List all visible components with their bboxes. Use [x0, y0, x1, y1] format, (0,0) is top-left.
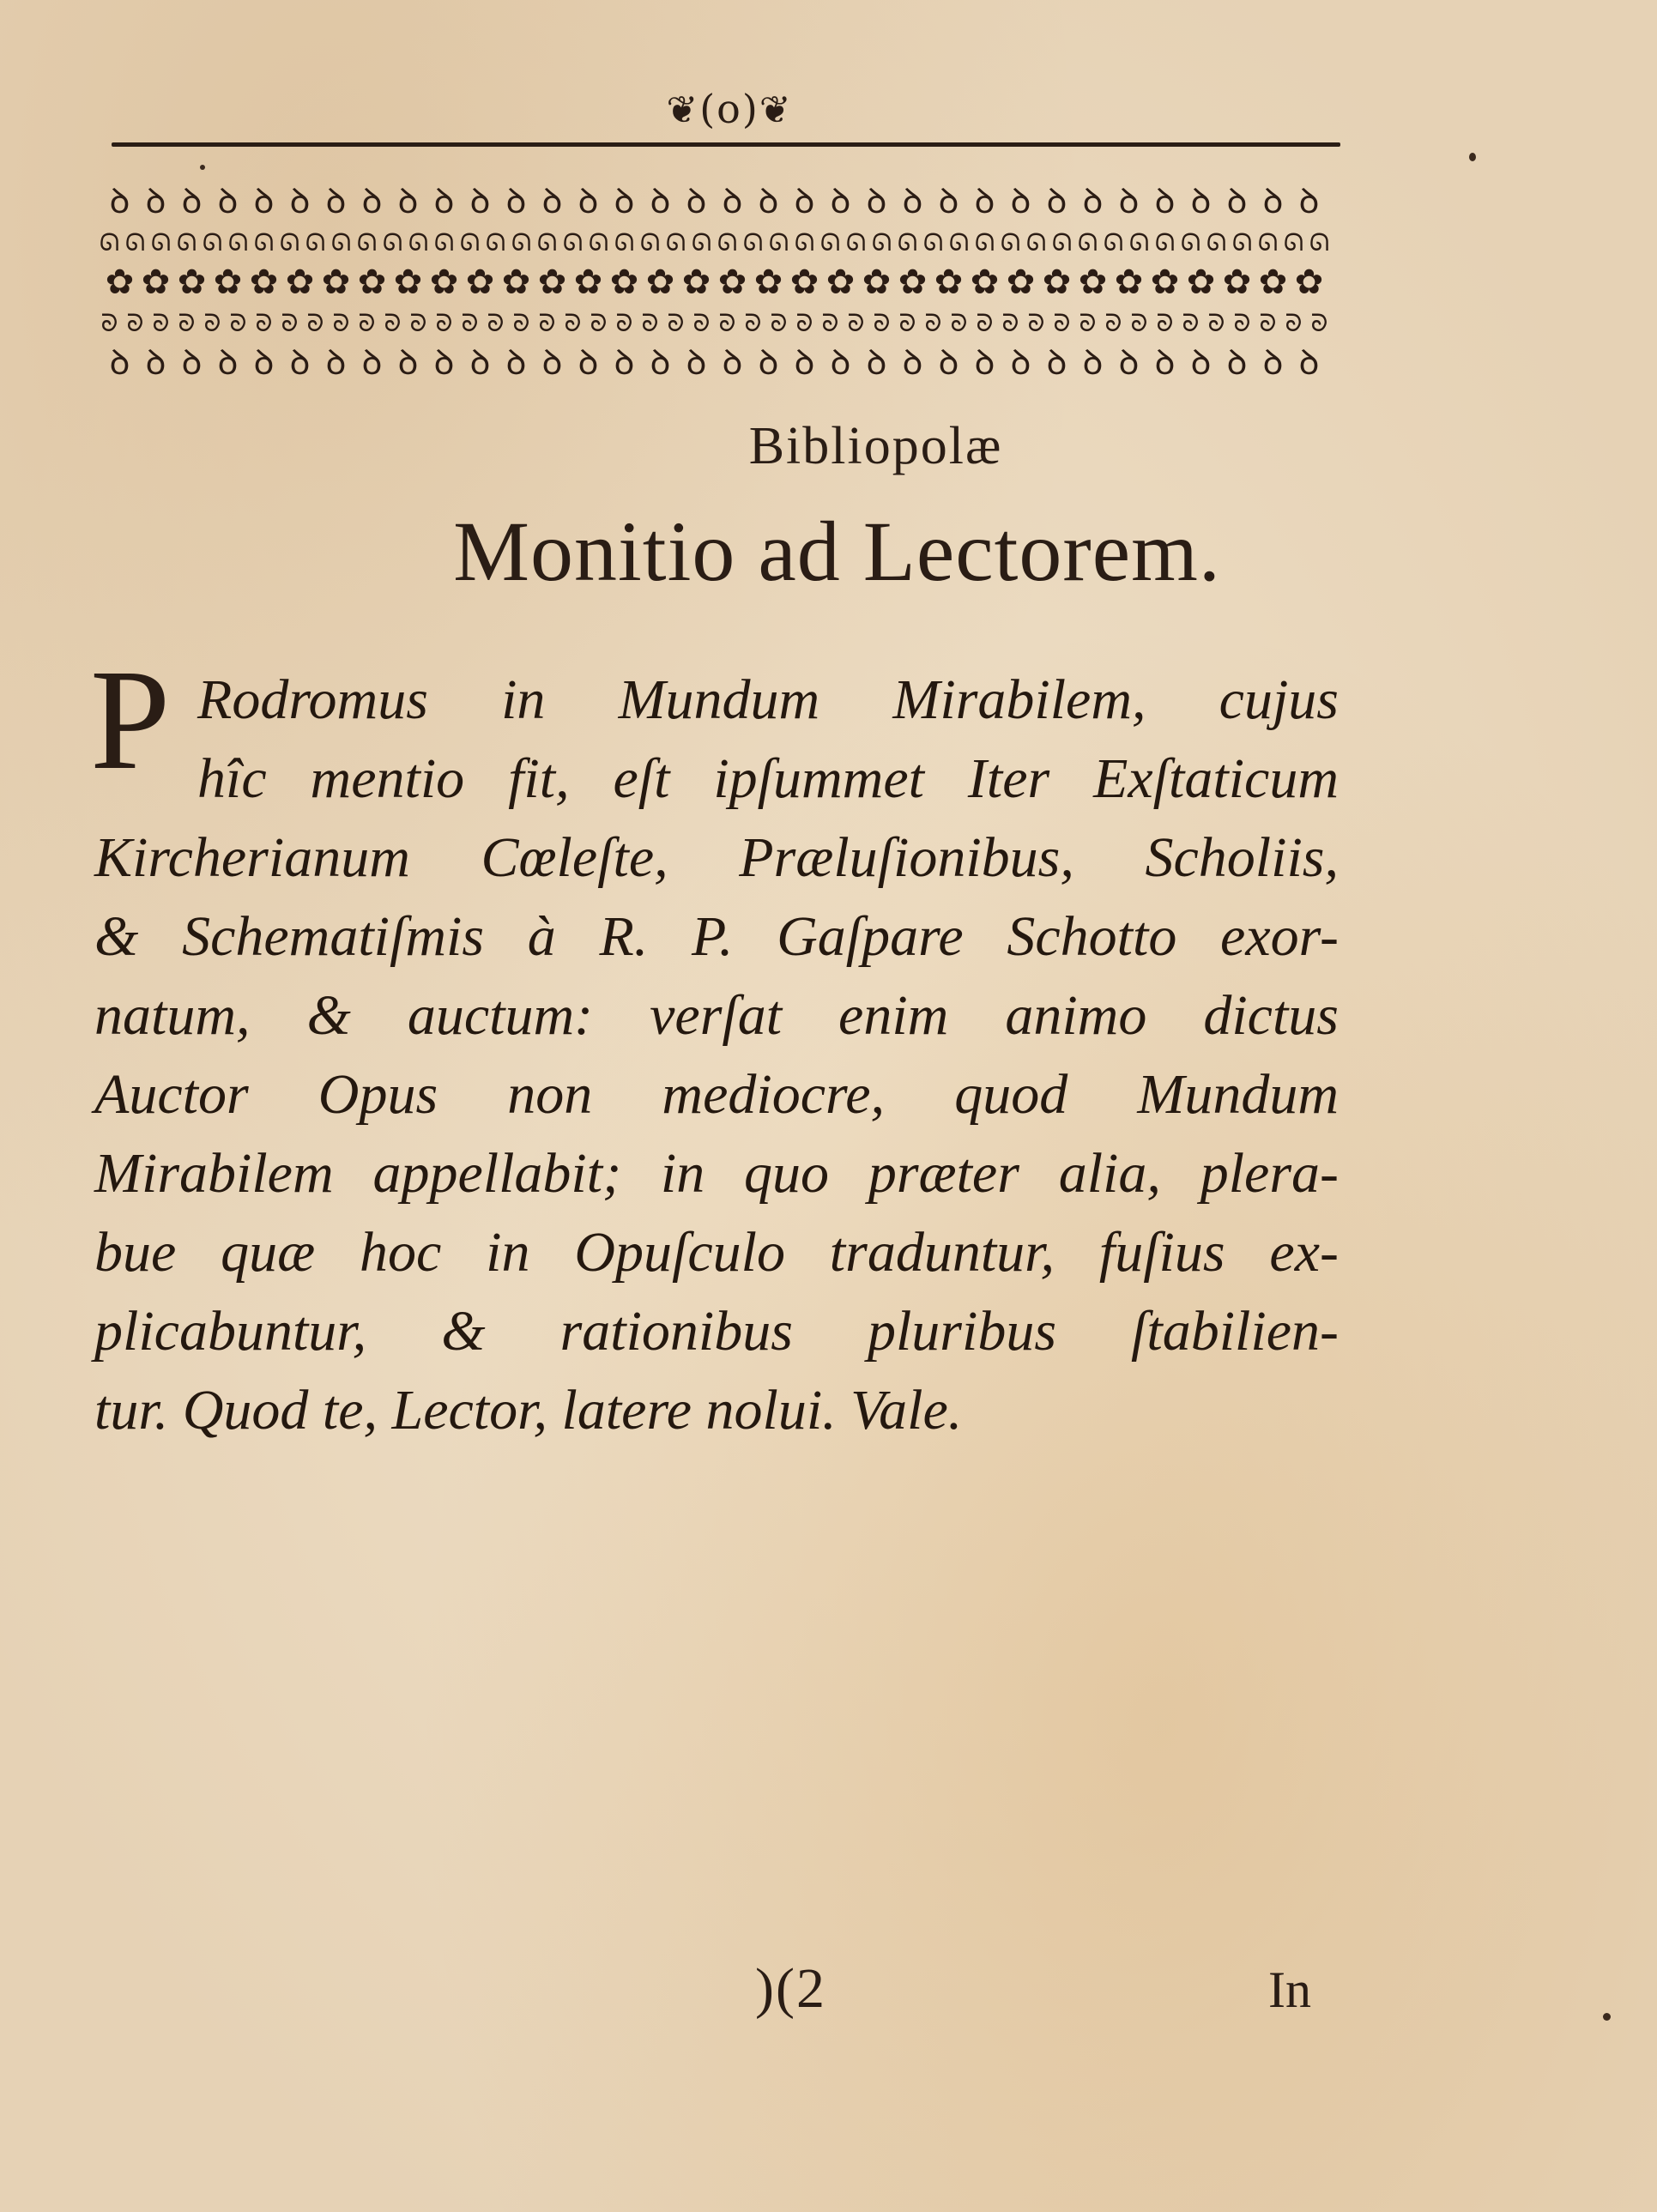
- ornament-unit-icon: ᘏ: [408, 228, 429, 257]
- ornament-unit-icon: ꝺ: [1190, 343, 1212, 383]
- ornament-unit-icon: ꝺ: [722, 343, 743, 383]
- ornament-unit-icon: ᘏ: [433, 228, 455, 257]
- ornament-unit-icon: ᘏ: [614, 228, 635, 257]
- ornament-unit-icon: ✿: [970, 263, 1000, 302]
- ornament-unit-icon: ꝺ: [469, 343, 491, 383]
- ornament-unit-icon: ꝺ: [866, 343, 887, 383]
- ornament-unit-icon: ᘏ: [1231, 228, 1253, 257]
- ornament-unit-icon: ꝺ: [325, 182, 347, 221]
- ornament-unit-icon: ✿: [789, 263, 819, 302]
- ornament-unit-icon: ᘏ: [1025, 228, 1047, 257]
- ornament-unit-icon: ᘏ: [1103, 228, 1124, 257]
- ornament-unit-icon: ᘐ: [667, 309, 685, 337]
- fleuron-icon: ❦: [666, 88, 700, 132]
- ornament-unit-icon: ꝺ: [578, 343, 599, 383]
- ornament-unit-icon: ꝺ: [1010, 182, 1031, 221]
- ornament-unit-icon: ᘏ: [176, 228, 197, 257]
- ornament-unit-icon: ꝺ: [433, 343, 455, 383]
- ornament-unit-icon: ꝺ: [109, 343, 130, 383]
- ornament-unit-icon: ᘏ: [691, 228, 712, 257]
- ornament-unit-icon: ꝺ: [1190, 182, 1212, 221]
- ornament-unit-icon: ᘐ: [1310, 309, 1328, 337]
- ornament-unit-icon: ᘐ: [1104, 309, 1122, 337]
- ornament-unit-icon: ꝺ: [1262, 343, 1284, 383]
- ornament-unit-icon: ꝺ: [145, 182, 166, 221]
- ornament-unit-icon: ᘐ: [1182, 309, 1200, 337]
- ornament-unit-icon: ✿: [429, 263, 459, 302]
- ornament-unit-icon: ᘐ: [409, 309, 427, 337]
- ornament-unit-icon: ᘏ: [948, 228, 970, 257]
- ornament-unit-icon: ꝺ: [614, 182, 635, 221]
- ornament-unit-icon: ᘏ: [305, 228, 326, 257]
- ornament-unit-icon: ꝺ: [686, 182, 707, 221]
- ornament-unit-icon: ᘐ: [692, 309, 711, 337]
- ornament-unit-icon: ꝺ: [361, 182, 383, 221]
- ornament-unit-icon: ᘐ: [873, 309, 891, 337]
- ornament-unit-icon: ꝺ: [1118, 182, 1140, 221]
- text-line: & Schematiſmis à R. P. Gaſpare Schotto exor-: [94, 905, 1339, 968]
- ornament-unit-icon: ᘏ: [768, 228, 789, 257]
- ornament-unit-icon: ᘏ: [1206, 228, 1227, 257]
- ornament-unit-icon: ᘐ: [512, 309, 530, 337]
- ornament-unit-icon: ꝺ: [578, 182, 599, 221]
- ornament-row-3: [90, 263, 1339, 303]
- ornament-unit-icon: ✿: [501, 263, 531, 302]
- ornament-unit-icon: ᘏ: [794, 228, 815, 257]
- ornament-unit-icon: ꝺ: [794, 182, 815, 221]
- ornament-unit-icon: ᘐ: [770, 309, 788, 337]
- text-line: tur. Quod te, Lector, latere nolui. Vale.: [94, 1379, 963, 1441]
- ornament-unit-icon: ᘐ: [178, 309, 196, 337]
- ornament-unit-icon: ꝺ: [650, 343, 671, 383]
- ornament-unit-icon: ꝺ: [614, 343, 635, 383]
- ornament-unit-icon: ꝺ: [1262, 182, 1284, 221]
- text-line: bue quæ hoc in Opuſculo traduntur, fuſius ex-: [94, 1221, 1339, 1284]
- ornament-unit-icon: ᘐ: [615, 309, 633, 337]
- ornament-unit-icon: ✿: [1078, 263, 1108, 302]
- ornament-unit-icon: ᘐ: [332, 309, 350, 337]
- ornament-unit-icon: ᘐ: [487, 309, 505, 337]
- ornament-unit-icon: ꝺ: [686, 343, 707, 383]
- ornament-unit-icon: ✿: [753, 263, 783, 302]
- ornament-unit-icon: ꝺ: [361, 343, 383, 383]
- ornament-unit-icon: ꝺ: [722, 182, 743, 221]
- ornament-unit-icon: ꝺ: [902, 182, 923, 221]
- ornament-unit-icon: ✿: [1006, 263, 1036, 302]
- ornament-unit-icon: ✿: [393, 263, 423, 302]
- subtitle: Bibliopolæ: [748, 417, 1003, 475]
- ornament-unit-icon: ꝺ: [974, 343, 995, 383]
- ornament-unit-icon: ꝺ: [830, 182, 851, 221]
- paper-speck: [1469, 153, 1476, 161]
- ornament-unit-icon: ᘐ: [281, 309, 299, 337]
- ornament-unit-icon: ꝺ: [1046, 182, 1067, 221]
- ornament-unit-icon: ꝺ: [1226, 343, 1248, 383]
- ornament-unit-icon: ᘐ: [538, 309, 556, 337]
- ornament-unit-icon: ✿: [573, 263, 603, 302]
- ornament-unit-icon: ✿: [285, 263, 315, 302]
- ornament-unit-icon: ᘐ: [795, 309, 813, 337]
- ornament-unit-icon: ✿: [177, 263, 207, 302]
- ornament-unit-icon: ᘐ: [255, 309, 273, 337]
- ornament-unit-icon: ᘏ: [717, 228, 738, 257]
- ornament-unit-icon: ꝺ: [253, 343, 275, 383]
- ornament-unit-icon: ꝺ: [397, 182, 419, 221]
- ornament-row-5: [90, 343, 1339, 384]
- ornament-unit-icon: ꝺ: [289, 343, 311, 383]
- ornament-unit-icon: ᘐ: [306, 309, 324, 337]
- ornament-unit-icon: ᘐ: [152, 309, 170, 337]
- ornament-unit-icon: ᘏ: [1051, 228, 1073, 257]
- drop-cap: P: [90, 640, 171, 800]
- ornament-unit-icon: ✿: [141, 263, 171, 302]
- running-header: [618, 86, 841, 132]
- ornament-unit-icon: ᘐ: [898, 309, 916, 337]
- ornament-unit-icon: ꝺ: [1082, 182, 1104, 221]
- ornament-unit-icon: ꝺ: [253, 182, 275, 221]
- ornament-unit-icon: ᘏ: [845, 228, 867, 257]
- ornament-unit-icon: ✿: [681, 263, 711, 302]
- ornament-unit-icon: ꝺ: [1298, 182, 1320, 221]
- page-number: (o): [699, 86, 759, 132]
- ornament-unit-icon: ᘏ: [382, 228, 403, 257]
- ornament-unit-icon: ᘏ: [1309, 228, 1330, 257]
- ornament-unit-icon: ✿: [105, 263, 135, 302]
- paper-speck: [1603, 2013, 1611, 2021]
- ornament-unit-icon: ꝺ: [325, 343, 347, 383]
- text-line: hîc mentio fit, eſt ipſummet Iter Exſtaticum: [197, 747, 1339, 810]
- ornament-unit-icon: ᘏ: [330, 228, 352, 257]
- ornament-unit-icon: ᘏ: [459, 228, 481, 257]
- ornament-unit-icon: ꝺ: [650, 182, 671, 221]
- ornament-unit-icon: ✿: [249, 263, 279, 302]
- ornament-unit-icon: ✿: [609, 263, 639, 302]
- text-line: plicabuntur, & rationibus pluribus ſtabilien-: [94, 1300, 1339, 1363]
- ornament-unit-icon: ᘏ: [562, 228, 584, 257]
- ornament-unit-icon: ꝺ: [1082, 343, 1104, 383]
- ornament-unit-icon: ꝺ: [289, 182, 311, 221]
- ornament-unit-icon: ᘐ: [744, 309, 762, 337]
- ornament-unit-icon: ᘏ: [202, 228, 223, 257]
- ornament-unit-icon: ✿: [1042, 263, 1072, 302]
- ornament-unit-icon: ✿: [321, 263, 351, 302]
- ornament-unit-icon: ꝺ: [505, 343, 527, 383]
- ornament-unit-icon: ꝺ: [866, 182, 887, 221]
- ornament-unit-icon: ✿: [825, 263, 856, 302]
- ornament-unit-icon: ꝺ: [1298, 343, 1320, 383]
- ornament-unit-icon: ꝺ: [217, 182, 239, 221]
- ornament-unit-icon: ᘏ: [871, 228, 892, 257]
- ornament-unit-icon: ꝺ: [1154, 182, 1176, 221]
- ornament-unit-icon: ꝺ: [541, 182, 563, 221]
- ornament-unit-icon: ᘏ: [485, 228, 506, 257]
- page-title: Monitio ad Lectorem.: [453, 504, 1221, 599]
- ornament-unit-icon: ✿: [357, 263, 387, 302]
- ornament-unit-icon: ᘐ: [203, 309, 221, 337]
- ornament-row-4: [90, 303, 1339, 343]
- text-line: natum, & auctum: verſat enim animo dictus: [94, 984, 1339, 1047]
- ornament-unit-icon: ᘏ: [974, 228, 995, 257]
- ornament-unit-icon: ꝺ: [217, 343, 239, 383]
- text-line: Mirabilem appellabit; in quo præter alia, plera-: [94, 1142, 1339, 1205]
- ornament-unit-icon: ᘏ: [1128, 228, 1150, 257]
- ornament-unit-icon: ᘐ: [924, 309, 942, 337]
- ornament-unit-icon: ᘐ: [1027, 309, 1045, 337]
- ornament-unit-icon: ᘏ: [922, 228, 944, 257]
- ornament-unit-icon: ꝺ: [758, 343, 779, 383]
- ornament-unit-icon: ᘐ: [821, 309, 839, 337]
- ornament-unit-icon: ᘏ: [1154, 228, 1176, 257]
- ornament-unit-icon: ✿: [213, 263, 243, 302]
- ornament-unit-icon: ✿: [645, 263, 675, 302]
- ornament-unit-icon: ᘏ: [99, 228, 120, 257]
- ornament-unit-icon: ᘏ: [150, 228, 172, 257]
- signature-mark: )(2: [755, 1957, 826, 2020]
- ornament-unit-icon: ꝺ: [974, 182, 995, 221]
- ornament-unit-icon: ᘐ: [126, 309, 144, 337]
- ornament-unit-icon: ꝺ: [505, 182, 527, 221]
- fleuron-icon: ❦: [759, 88, 793, 132]
- ornament-unit-icon: ᘐ: [1233, 309, 1251, 337]
- ornament-unit-icon: ᘏ: [1283, 228, 1304, 257]
- ornament-unit-icon: ᘏ: [124, 228, 146, 257]
- ornament-unit-icon: ✿: [1222, 263, 1252, 302]
- ornament-unit-icon: ꝺ: [1226, 182, 1248, 221]
- ornament-unit-icon: ᘏ: [742, 228, 764, 257]
- ornament-unit-icon: ✿: [1294, 263, 1324, 302]
- ornament-unit-icon: ꝺ: [1118, 343, 1140, 383]
- ornament-unit-icon: ᘐ: [641, 309, 659, 337]
- ornament-unit-icon: ᘏ: [819, 228, 841, 257]
- ornament-unit-icon: ᘏ: [588, 228, 609, 257]
- ornament-unit-icon: ᘐ: [1207, 309, 1225, 337]
- ornament-unit-icon: ᘐ: [950, 309, 968, 337]
- ornament-unit-icon: ✿: [1186, 263, 1216, 302]
- ornament-unit-icon: ꝺ: [1154, 343, 1176, 383]
- header-rule: [112, 142, 1340, 147]
- ornament-unit-icon: ꝺ: [181, 182, 203, 221]
- ornament-unit-icon: ᘐ: [1285, 309, 1303, 337]
- ornament-unit-icon: ᘏ: [227, 228, 249, 257]
- ornament-unit-icon: ᘐ: [1079, 309, 1097, 337]
- ornament-unit-icon: ᘐ: [1053, 309, 1071, 337]
- ornament-unit-icon: ꝺ: [433, 182, 455, 221]
- ornament-unit-icon: ✿: [1258, 263, 1288, 302]
- ornament-unit-icon: ꝺ: [758, 182, 779, 221]
- ornament-unit-icon: ᘐ: [1259, 309, 1277, 337]
- ornament-unit-icon: ᘐ: [976, 309, 994, 337]
- ornament-unit-icon: ᘐ: [435, 309, 453, 337]
- ornament-band: [90, 182, 1339, 384]
- ornament-unit-icon: ꝺ: [1010, 343, 1031, 383]
- ornament-unit-icon: ᘏ: [279, 228, 300, 257]
- ornament-unit-icon: ꝺ: [181, 343, 203, 383]
- ornament-row-2: [90, 222, 1339, 263]
- ornament-unit-icon: ᘐ: [590, 309, 608, 337]
- ornament-unit-icon: ᘐ: [100, 309, 118, 337]
- ornament-unit-icon: ᘐ: [847, 309, 865, 337]
- text-line: Auctor Opus non mediocre, quod Mundum: [94, 1063, 1339, 1126]
- ornament-unit-icon: ꝺ: [109, 182, 130, 221]
- ornament-unit-icon: ✿: [717, 263, 747, 302]
- ornament-unit-icon: ᘏ: [253, 228, 275, 257]
- catchword: In: [1268, 1961, 1311, 2018]
- ornament-unit-icon: ᘐ: [461, 309, 479, 337]
- ornament-unit-icon: ᘐ: [229, 309, 247, 337]
- ornament-unit-icon: ꝺ: [938, 343, 959, 383]
- ornament-unit-icon: ᘏ: [1077, 228, 1098, 257]
- text-line: Kircherianum Cœleſte, Præluſionibus, Scholiis,: [94, 826, 1339, 889]
- ornament-unit-icon: ꝺ: [397, 343, 419, 383]
- ornament-unit-icon: ✿: [465, 263, 495, 302]
- ornament-unit-icon: ᘏ: [1257, 228, 1279, 257]
- ornament-unit-icon: ᘐ: [564, 309, 582, 337]
- ornament-unit-icon: ᘐ: [1156, 309, 1174, 337]
- ornament-unit-icon: ᘏ: [356, 228, 378, 257]
- ornament-unit-icon: ꝺ: [1046, 343, 1067, 383]
- ornament-unit-icon: ᘏ: [1000, 228, 1021, 257]
- ornament-unit-icon: ꝺ: [830, 343, 851, 383]
- ornament-unit-icon: ꝺ: [902, 343, 923, 383]
- ornament-unit-icon: ✿: [1114, 263, 1144, 302]
- ornament-unit-icon: ꝺ: [469, 182, 491, 221]
- ornament-unit-icon: ᘐ: [1130, 309, 1148, 337]
- ornament-unit-icon: ✿: [934, 263, 964, 302]
- ornament-unit-icon: ᘏ: [639, 228, 661, 257]
- body-paragraph: [94, 661, 1339, 1450]
- ornament-unit-icon: ꝺ: [145, 343, 166, 383]
- ornament-unit-icon: ᘐ: [718, 309, 736, 337]
- ornament-unit-icon: ᘏ: [1180, 228, 1201, 257]
- ornament-unit-icon: ꝺ: [938, 182, 959, 221]
- ornament-unit-icon: ꝺ: [541, 343, 563, 383]
- ornament-unit-icon: ᘐ: [384, 309, 402, 337]
- ornament-unit-icon: ᘐ: [1001, 309, 1019, 337]
- ornament-unit-icon: ✿: [1150, 263, 1180, 302]
- ornament-unit-icon: ꝺ: [794, 343, 815, 383]
- paper-speck: [200, 165, 205, 170]
- text-line: Rodromus in Mundum Mirabilem, cujus: [197, 668, 1339, 731]
- ornament-unit-icon: ✿: [862, 263, 892, 302]
- ornament-row-1: [90, 182, 1339, 222]
- ornament-unit-icon: ᘏ: [665, 228, 686, 257]
- ornament-unit-icon: ✿: [537, 263, 567, 302]
- ornament-unit-icon: ᘐ: [358, 309, 376, 337]
- ornament-unit-icon: ᘏ: [536, 228, 558, 257]
- ornament-unit-icon: ✿: [898, 263, 928, 302]
- ornament-unit-icon: ᘏ: [897, 228, 918, 257]
- ornament-unit-icon: ᘏ: [511, 228, 532, 257]
